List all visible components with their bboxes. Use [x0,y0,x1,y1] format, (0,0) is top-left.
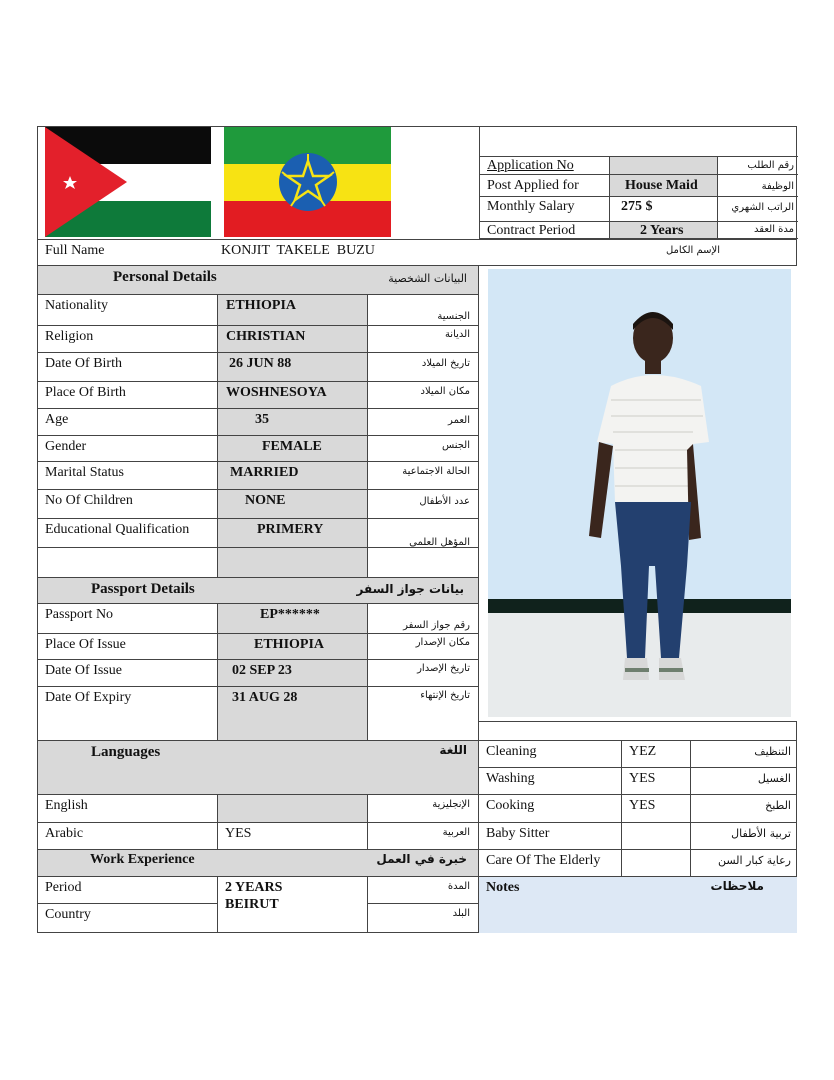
personal-date-of-birth-arabic-text: تاريخ الميلاد [421,358,470,369]
personal-place-of-birth-arabic-text: مكان الميلاد [420,386,470,397]
personal-marital-status-value [218,462,368,490]
personal-age-label-text: Age [45,412,69,427]
contract-period-arabic: مدة العقد [718,222,798,239]
personal-empty-value [218,548,368,577]
skill-care-of-the-elderly-arabic [691,850,797,877]
personal-place-of-birth-arabic [368,382,479,409]
work-period-label: Period [38,877,218,904]
language-english-value [218,795,368,823]
personal-nationality-label [38,295,218,326]
personal-date-of-birth-value-text: 26 JUN 88 [229,356,292,371]
passport-date-of-expiry-value [218,687,368,741]
work-country-label: Country [38,904,218,933]
skill-cooking-value-text: YES [629,798,656,813]
application-form [37,126,797,933]
languages-title: Languages [91,744,161,760]
language-arabic-value [218,823,368,850]
passport-date-of-expiry-arabic-text: تاريخ الإنتهاء [420,690,470,701]
notes-box [479,877,797,933]
passport-date-of-issue-label [38,660,218,687]
language-english-arabic [368,795,479,823]
personal-date-of-birth-label [38,353,218,382]
personal-nationality-value [218,295,368,326]
personal-marital-status-label [38,462,218,490]
personal-place-of-birth-label [38,382,218,409]
passport-date-of-issue-arabic-text: تاريخ الإصدار [417,663,470,674]
personal-no-of-children-value [218,490,368,519]
skill-baby-sitter-label-text: Baby Sitter [486,826,550,841]
personal-gender-label [38,436,218,462]
passport-passport-no-label-text: Passport No [45,607,114,622]
skill-cooking-label-text: Cooking [486,798,535,813]
language-arabic-arabic-text: العربية [442,827,470,838]
personal-details-header [38,266,479,295]
passport-date-of-expiry-label [38,687,218,741]
contract-period-label: Contract Period [480,222,610,239]
personal-date-of-birth-value [218,353,368,382]
personal-educational-qualification-label-text: Educational Qualification [45,522,190,537]
personal-nationality-label-text: Nationality [45,298,108,313]
passport-details-title-arabic: بيانات جواز السفر [356,582,464,596]
personal-nationality-arabic [368,295,479,326]
work-country-value: BEIRUT [225,897,279,912]
language-arabic-label-text: Arabic [45,826,84,841]
candidate-photo-frame [479,266,797,721]
candidate-photo [479,266,797,721]
full-name-label: Full Name [45,243,105,258]
personal-educational-qualification-arabic [368,519,479,548]
application-no-arabic: رقم الطلب [718,156,798,175]
work-period-arabic: المدة [368,877,479,904]
passport-passport-no-value-text: EP****** [260,607,320,622]
skill-cooking-arabic [691,795,797,823]
skill-care-of-the-elderly-label-text: Care Of The Elderly [486,853,601,868]
personal-no-of-children-label-text: No Of Children [45,493,133,508]
personal-empty-arabic [368,548,479,577]
personal-age-value-text: 35 [255,412,269,427]
personal-marital-status-label-text: Marital Status [45,465,124,480]
contract-period-value: 2 Years [610,222,718,239]
personal-educational-qualification-value [218,519,368,548]
passport-date-of-expiry-value-text: 31 AUG 28 [232,690,298,705]
personal-place-of-birth-value [218,382,368,409]
application-no-value [610,156,718,175]
monthly-salary-label: Monthly Salary [480,197,610,222]
personal-gender-arabic-text: الجنس [441,440,470,451]
personal-details-title-arabic: البيانات الشخصية [388,272,467,285]
skill-baby-sitter-value [622,823,691,850]
skill-washing-arabic-text: الغسيل [757,772,791,785]
skill-cooking-value [622,795,691,823]
personal-educational-qualification-value-text: PRIMERY [257,522,324,537]
skill-care-of-the-elderly-arabic-text: رعاية كبار السن [718,854,791,867]
skill-cleaning-arabic [691,741,797,768]
passport-passport-no-arabic-text: رقم جواز السفر [403,620,470,631]
personal-religion-value-text: CHRISTIAN [226,329,306,344]
skill-cleaning-label [479,741,622,768]
passport-place-of-issue-label-text: Place Of Issue [45,637,126,652]
personal-place-of-birth-label-text: Place Of Birth [45,385,126,400]
personal-religion-label-text: Religion [45,329,94,344]
passport-date-of-expiry-arabic [368,687,479,741]
skill-baby-sitter-label [479,823,622,850]
passport-date-of-issue-label-text: Date Of Issue [45,663,122,678]
work-experience-header [38,850,479,877]
header-grid [479,127,797,239]
personal-marital-status-value-text: MARRIED [230,465,299,480]
passport-place-of-issue-label [38,634,218,660]
passport-details-title: Passport Details [91,581,195,597]
skill-washing-value [622,768,691,795]
personal-religion-value [218,326,368,353]
personal-age-arabic-text: العمر [448,415,470,426]
personal-gender-label-text: Gender [45,439,87,454]
passport-place-of-issue-value-text: ETHIOPIA [254,637,325,652]
monthly-salary-arabic: الراتب الشهري [718,197,798,222]
ethiopia-flag [224,127,391,237]
passport-details-header [38,577,479,604]
personal-nationality-value-text: ETHIOPIA [226,298,297,313]
passport-passport-no-label [38,604,218,634]
skill-cleaning-arabic-text: التنظيف [754,745,791,758]
passport-date-of-issue-value [218,660,368,687]
language-arabic-label [38,823,218,850]
skill-washing-label [479,768,622,795]
work-period-value: 2 YEARS [225,880,283,895]
passport-passport-no-value [218,604,368,634]
personal-marital-status-arabic-text: الحالة الاجتماعية [402,466,470,477]
post-applied-value: House Maid [610,175,718,197]
skill-baby-sitter-arabic [691,823,797,850]
personal-no-of-children-arabic-text: عدد الأطفال [419,496,470,507]
personal-no-of-children-arabic [368,490,479,519]
personal-educational-qualification-arabic-text: المؤهل العلمي [409,537,470,548]
skill-cleaning-value-text: YEZ [629,744,657,759]
skill-washing-arabic [691,768,797,795]
application-no-label: Application No [480,156,610,175]
personal-religion-arabic [368,326,479,353]
work-experience-title-arabic: خبرة في العمل [376,852,467,866]
personal-nationality-arabic-text: الجنسية [437,311,470,322]
notes-label-arabic: ملاحظات [710,879,764,893]
personal-date-of-birth-label-text: Date Of Birth [45,356,122,371]
full-name-value: KONJIT TAKELE BUZU [221,243,375,258]
personal-date-of-birth-arabic [368,353,479,382]
language-english-label [38,795,218,823]
passport-date-of-issue-arabic [368,660,479,687]
skill-cooking-arabic-text: الطبخ [765,799,791,812]
skill-cooking-label [479,795,622,823]
monthly-salary-value: 275 $ [610,197,718,222]
passport-place-of-issue-arabic-text: مكان الإصدار [415,637,470,648]
language-english-arabic-text: الإنجليزية [432,799,470,810]
personal-place-of-birth-value-text: WOSHNESOYA [226,385,327,400]
skill-baby-sitter-arabic-text: تربية الأطفال [731,827,791,840]
passport-date-of-expiry-label-text: Date Of Expiry [45,690,132,705]
personal-age-label [38,409,218,436]
passport-place-of-issue-value [218,634,368,660]
work-country-arabic: البلد [368,904,479,933]
personal-educational-qualification-label [38,519,218,548]
personal-religion-label [38,326,218,353]
language-arabic-arabic [368,823,479,850]
full-name-arabic: الإسم الكامل [665,245,720,256]
jordan-flag [45,127,211,237]
skill-washing-value-text: YES [629,771,656,786]
personal-age-value [218,409,368,436]
languages-header [38,741,479,795]
languages-title-arabic: اللغة [439,743,467,757]
personal-details-title: Personal Details [113,269,217,285]
personal-religion-arabic-text: الديانة [444,329,470,340]
personal-age-arabic [368,409,479,436]
personal-marital-status-arabic [368,462,479,490]
passport-passport-no-arabic [368,604,479,634]
full-name-row [38,239,797,266]
passport-place-of-issue-arabic [368,634,479,660]
passport-date-of-issue-value-text: 02 SEP 23 [232,663,292,678]
personal-gender-arabic [368,436,479,462]
personal-gender-value [218,436,368,462]
post-applied-label: Post Applied for [480,175,610,197]
work-experience-values [218,877,368,933]
skill-cleaning-label-text: Cleaning [486,744,537,759]
skill-cleaning-value [622,741,691,768]
language-arabic-value-text: YES [225,826,252,841]
language-english-label-text: English [45,798,88,813]
skill-washing-label-text: Washing [486,771,535,786]
skill-care-of-the-elderly-label [479,850,622,877]
photo-bottom-strip [479,721,797,741]
personal-no-of-children-label [38,490,218,519]
post-applied-arabic: الوظيفة [718,175,798,197]
personal-empty-label [38,548,218,577]
skill-care-of-the-elderly-value [622,850,691,877]
notes-label: Notes [486,880,520,895]
work-experience-title: Work Experience [90,852,195,867]
personal-no-of-children-value-text: NONE [245,493,286,508]
personal-gender-value-text: FEMALE [262,439,322,454]
